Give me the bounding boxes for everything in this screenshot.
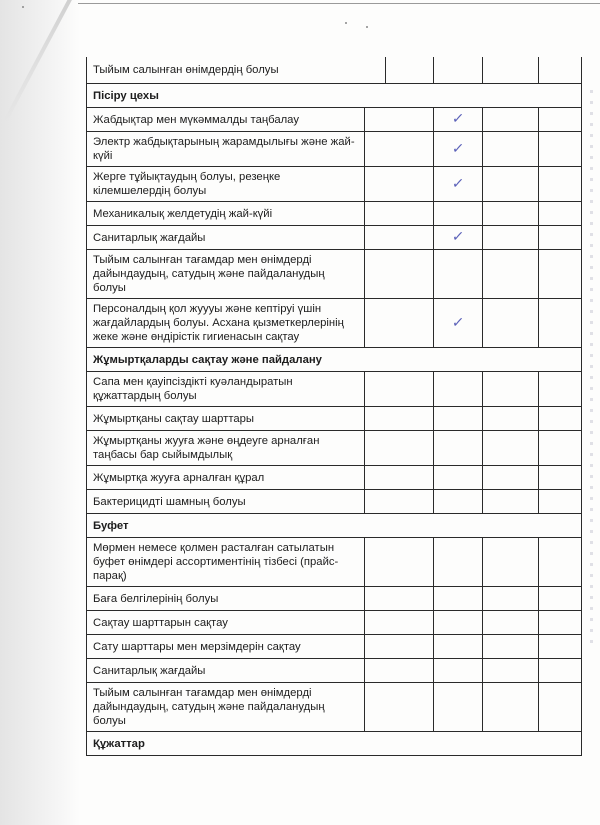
mark-cell <box>539 372 582 407</box>
checkmark-icon: ✓ <box>451 175 465 192</box>
item-label: Тыйым салынған тағамдар мен өнімдерді дайындаудың, сатудың және пайдаланудың болуы <box>87 250 365 299</box>
carryover-row <box>87 57 582 83</box>
checklist-row <box>87 431 582 466</box>
mark-cell <box>539 108 582 132</box>
section-header-row <box>87 732 582 756</box>
mark-cell <box>539 466 582 490</box>
mark-cell <box>483 490 539 514</box>
mark-cell <box>483 466 539 490</box>
checkmark-icon: ✓ <box>451 140 465 157</box>
section-header-row <box>87 348 582 372</box>
checklist-row <box>87 659 582 683</box>
checkmark-icon: ✓ <box>451 111 465 127</box>
checkmark-icon: ✓ <box>451 314 465 331</box>
mark-cell <box>539 226 582 250</box>
mark-cell <box>365 132 434 167</box>
scan-edge-noise <box>590 90 593 650</box>
checklist-row <box>87 635 582 659</box>
mark-cell <box>539 587 582 611</box>
mark-cell <box>539 299 582 348</box>
item-label: Сапа мен қауіпсіздікті куәландыратын құжаттардың болуы <box>87 372 365 407</box>
scan-page-edge <box>78 3 600 4</box>
mark-cell <box>483 431 539 466</box>
checklist-row <box>87 299 582 348</box>
mark-cell <box>483 611 539 635</box>
checklist-row <box>87 167 582 202</box>
item-label: Санитарлық жағдайы <box>87 659 365 683</box>
mark-cell <box>539 538 582 587</box>
section-title: Буфет <box>87 514 582 538</box>
mark-cell <box>539 431 582 466</box>
mark-cell <box>365 466 434 490</box>
mark-cell <box>365 611 434 635</box>
mark-cell <box>434 299 483 348</box>
mark-cell <box>483 250 539 299</box>
checklist-row <box>87 587 582 611</box>
mark-cell <box>483 635 539 659</box>
mark-cell <box>434 132 483 167</box>
mark-cell <box>365 202 434 226</box>
mark-cell <box>434 431 483 466</box>
mark-cell <box>483 407 539 431</box>
mark-cell <box>434 538 483 587</box>
mark-cell <box>434 372 483 407</box>
mark-cell <box>365 226 434 250</box>
scan-speck <box>22 6 24 8</box>
item-label: Жабдықтар мен мүкәммалды таңбалау <box>87 108 365 132</box>
mark-cell <box>483 587 539 611</box>
checklist-row <box>87 407 582 431</box>
mark-cell <box>483 299 539 348</box>
item-label: Тыйым салынған тағамдар мен өнімдерді дайындаудың, сатудың және пайдаланудың болуы <box>87 683 365 732</box>
item-label: Персоналдың қол жуууы және кептіруі үшін жағдайлардың болуы. Асхана қызметкерлерінің жеке және өндірістік гигиенасын сақтау <box>87 299 365 348</box>
checklist-row <box>87 683 582 732</box>
mark-cell <box>365 108 434 132</box>
inspection-checklist-table <box>86 83 582 756</box>
item-label: Жұмыртқа жууға арналған құрал <box>87 466 365 490</box>
mark-cell <box>365 587 434 611</box>
section-title: Құжаттар <box>87 732 582 756</box>
checklist-row <box>87 611 582 635</box>
mark-cell <box>539 407 582 431</box>
mark-cell <box>483 167 539 202</box>
mark-cell <box>483 57 539 83</box>
mark-cell <box>434 226 483 250</box>
mark-cell <box>483 372 539 407</box>
mark-cell <box>365 167 434 202</box>
checklist-row <box>87 132 582 167</box>
mark-cell <box>483 683 539 732</box>
mark-cell <box>365 635 434 659</box>
mark-cell <box>539 250 582 299</box>
scan-fold-edge <box>3 0 82 123</box>
item-label: Баға белгілерінің болуы <box>87 587 365 611</box>
mark-cell <box>434 466 483 490</box>
mark-cell <box>365 490 434 514</box>
mark-cell <box>365 659 434 683</box>
scan-fold-shadow <box>0 0 80 825</box>
scan-speck <box>345 22 347 24</box>
section-title: Пісіру цехы <box>87 84 582 108</box>
item-label: Сақтау шарттарын сақтау <box>87 611 365 635</box>
mark-cell <box>483 659 539 683</box>
item-label: Жұмыртқаны жууға және өңдеуге арналған таңбасы бар сыйымдылық <box>87 431 365 466</box>
mark-cell <box>539 202 582 226</box>
item-label: Санитарлық жағдайы <box>87 226 365 250</box>
item-label: Механикалық желдетудің жай-күйі <box>87 202 365 226</box>
scan-speck <box>366 26 368 28</box>
checklist-row <box>87 372 582 407</box>
carryover-row-table <box>86 57 582 83</box>
mark-cell <box>539 659 582 683</box>
mark-cell <box>434 407 483 431</box>
mark-cell <box>434 587 483 611</box>
mark-cell <box>434 611 483 635</box>
checklist-row <box>87 490 582 514</box>
mark-cell <box>539 57 582 83</box>
mark-cell <box>483 538 539 587</box>
mark-cell <box>434 659 483 683</box>
mark-cell <box>365 431 434 466</box>
mark-cell <box>365 407 434 431</box>
mark-cell <box>434 108 483 132</box>
checklist-row <box>87 250 582 299</box>
mark-cell <box>539 132 582 167</box>
mark-cell <box>434 202 483 226</box>
item-label: Мөрмен немесе қолмен расталған сатылатын буфет өнімдері ассортиментінің тізбесі (прайс-парақ) <box>87 538 365 587</box>
mark-cell <box>434 635 483 659</box>
checklist-row <box>87 108 582 132</box>
mark-cell <box>365 372 434 407</box>
checklist-row <box>87 538 582 587</box>
checklist-row <box>87 466 582 490</box>
mark-cell <box>483 202 539 226</box>
checklist-row <box>87 226 582 250</box>
mark-cell <box>539 611 582 635</box>
mark-cell <box>483 108 539 132</box>
mark-cell <box>386 57 434 83</box>
item-label: Бактерицидті шамның болуы <box>87 490 365 514</box>
section-title: Жұмыртқаларды сақтау және пайдалану <box>87 348 582 372</box>
mark-cell <box>365 538 434 587</box>
mark-cell <box>539 683 582 732</box>
mark-cell <box>365 683 434 732</box>
mark-cell <box>539 635 582 659</box>
item-label: Жұмыртқаны сақтау шарттары <box>87 407 365 431</box>
item-label: Жерге тұйықтаудың болуы, резеңке кілемшелердің болуы <box>87 167 365 202</box>
mark-cell <box>365 250 434 299</box>
item-label: Электр жабдықтарының жарамдылығы және жай-күйі <box>87 132 365 167</box>
mark-cell <box>434 683 483 732</box>
mark-cell <box>483 226 539 250</box>
item-label: Тыйым салынған өнімдердің болуы <box>87 57 386 83</box>
checkmark-icon: ✓ <box>451 229 465 245</box>
checklist-row <box>87 202 582 226</box>
mark-cell <box>434 167 483 202</box>
mark-cell <box>539 490 582 514</box>
mark-cell <box>365 299 434 348</box>
mark-cell <box>434 57 483 83</box>
mark-cell <box>434 250 483 299</box>
item-label: Сату шарттары мен мерзімдерін сақтау <box>87 635 365 659</box>
mark-cell <box>539 167 582 202</box>
mark-cell <box>434 490 483 514</box>
section-header-row <box>87 514 582 538</box>
mark-cell <box>483 132 539 167</box>
section-header-row <box>87 84 582 108</box>
